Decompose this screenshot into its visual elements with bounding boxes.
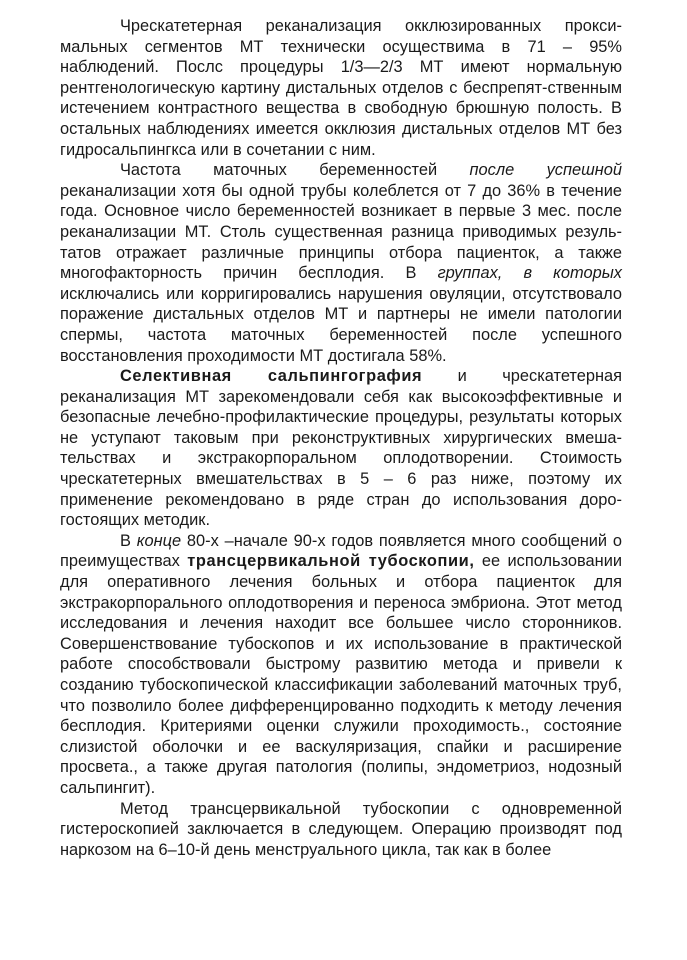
- text-run: 80-х –начале 90-х годов появляется много сообщений о преимуществах: [60, 531, 622, 571]
- paragraph-tuboscopy-method: [60, 799, 622, 861]
- text-run: реканализации хотя бы одной трубы колеблется от 7 до 36% в течение года. Основное число беременностей возникает в первые 3 мес. после реканализации МТ. Столь существенная разница приводимых резуль-татов отражает различные принципы отбора пациенток, а также многофакторность причин бесплодия. В: [60, 181, 622, 283]
- bold-term: трансцервикальной тубоскопии,: [187, 552, 475, 571]
- text-run: исключались или корригировались нарушения овуляции, отсутствовало поражение дистальных отделов МТ и партнеры не имели патологии спермы, частота маточных беременностей после успешного восстановления проходимости МТ достигала 58%.: [60, 284, 622, 365]
- paragraph-recanalization-results: [60, 16, 622, 160]
- italic-emphasis: после успешной: [469, 161, 622, 180]
- text-run: и чрескатетерная реканализация МТ зарекомендовали себя как высокоэффективные и безопасные лечебно-профилактические процедуры, результаты которых не уступают таковым при реконструктивных хирургических вмеша-тельствах и экстракорпоральном оплодотворении. Стоимость чрескатетерных вмешательствах в 5 – 6 раз ниже, поэтому их применение рекомендовано в ряде стран до использования доро-гостоящих методик.: [60, 367, 622, 530]
- italic-emphasis: конце: [136, 531, 182, 550]
- paragraph-pregnancy-rate: [60, 160, 622, 366]
- text-run: ее использовании для оперативного лечения больных и отбора пациенток для экстракорпорального оплодотворения и переноса эмбриона. Этот метод исследования и лечения находит все большее число сторонников. Совершенствование тубоскопов и их использование в практической работе способствовали быстрому развитию метода и привели к созданию тубоскопической классификации заболеваний маточных труб, что позволило более дифференцированно подходить к методу лечения бесплодия. Критериями оценки служили проходимость., состояние слизистой оболочки и ее васкуляризация, спайки и расширение просвета., а также другая патология (полипы, эндометриоз, нодозный сальпингит).: [60, 552, 623, 797]
- bold-term: Селективная сальпингография: [120, 367, 423, 386]
- paragraph-transcervical-tuboscopy: [60, 531, 622, 799]
- paragraph-selective-salpingography: [60, 366, 622, 531]
- text-run: Частота маточных беременностей: [120, 161, 470, 180]
- page-text-body: [60, 16, 622, 860]
- text-run: Чрескатетерная реканализация окклюзированных прокси-мальных сегментов МТ технически осуществима в 71 – 95% наблюдений. Послс процедуры 1/3—2/3 МТ имеют нормальную рентгенологическую картину дистальных отделов с беспрепят-ственным истечением контрастного вещества в свободную брюшную полость. В остальных наблюдениях имеется окклюзия дистальных отделов МТ без гидросальпингкса или в сочетании с ним.: [60, 17, 622, 159]
- text-run: Метод трансцервикальной тубоскопии с одновременной гистероскопией заключается в следующем. Операцию производят под наркозом на 6–10-й день менструального цикла, так как в более: [60, 799, 622, 859]
- italic-emphasis: группах, в которых: [437, 264, 622, 283]
- text-run: В: [120, 531, 137, 550]
